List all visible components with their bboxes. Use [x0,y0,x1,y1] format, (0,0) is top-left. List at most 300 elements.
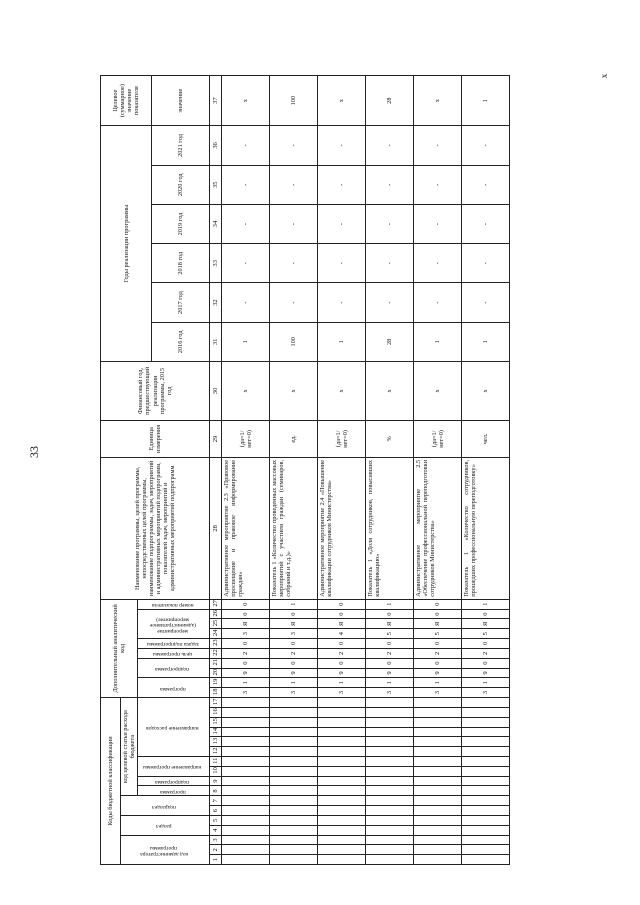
code-cell: 0 [222,599,270,609]
code-cell [414,855,462,865]
unit-cell: ед. [270,420,318,457]
column-numbers-row [210,76,222,865]
code-cell [462,855,510,865]
code-cell [222,815,270,825]
code-cell [222,806,270,816]
value-header: значение [152,76,210,126]
y2019-header: 2019 год [152,204,210,243]
code-cell [414,717,462,727]
code-cell: 0 [270,639,318,649]
code-cell [462,708,510,718]
code-cell [366,835,414,845]
program2-label: программа [159,685,186,692]
column-number: 35 [210,165,222,204]
column-number: 5 [210,815,222,825]
column-number: 30 [210,361,222,420]
unit-cell: (да=1/ нет=0) [414,420,462,457]
task-label: задача подпрограммы [146,641,199,648]
code-cell: 4 [318,629,366,639]
year-value-cell: - [462,244,510,283]
section-header [121,815,210,835]
code-cell: 0 [462,639,510,649]
code-cell [366,776,414,786]
code-cell [222,727,270,737]
target-value-cell: 28 [366,76,414,126]
code-cell: 2 [222,648,270,658]
goal-header [138,648,210,658]
code-cell: 5 [366,629,414,639]
column-number: 16 [210,708,222,718]
column-number: 17 [210,697,222,707]
row-name-cell: Административное мероприятие 2.5 «Обеспечение профессиональной переподготовки сотрудников Министерства» [414,457,462,599]
code-cell [366,747,414,757]
code-cell [222,796,270,806]
year-value-cell: - [414,126,462,165]
corner-mark: x [599,73,609,79]
code-cell [462,806,510,816]
column-number: 27 [210,599,222,609]
code-cell [366,697,414,707]
code-cell [318,835,366,845]
year-value-cell: 1 [222,322,270,361]
year-value-cell: - [366,244,414,283]
code-cell: 0 [222,609,270,619]
column-number: 15 [210,717,222,727]
subprogram-label: подпрограмма [155,779,190,786]
code-cell [366,806,414,816]
code-cell [270,747,318,757]
code-cell [222,757,270,767]
year-value-cell: - [414,283,462,322]
table-row [414,76,462,865]
code-cell [366,708,414,718]
target-value-cell: x [318,76,366,126]
code-cell: Я [222,619,270,629]
code-cell: 0 [270,609,318,619]
measure-label: мероприятие (административное мероприятие) [149,615,196,634]
code-cell [318,697,366,707]
column-number: 23 [210,639,222,649]
code-cell [318,776,366,786]
code-cell: 0 [318,599,366,609]
indicator-label: номер показателя [151,602,194,609]
table-row [270,76,318,865]
code-cell: 0 [414,658,462,668]
code-cell [318,747,366,757]
program-direction-label: направление программы [143,764,202,771]
year-value-cell: - [366,204,414,243]
table-row [462,76,510,865]
code-cell: 3 [222,688,270,698]
code-cell [366,766,414,776]
code-cell: 2 [270,648,318,658]
code-cell [414,747,462,757]
code-cell: Я [462,619,510,629]
year-value-cell: - [462,283,510,322]
code-cell [366,727,414,737]
code-cell [366,786,414,796]
fin-year-cell: x [270,361,318,420]
year-value-cell: - [222,165,270,204]
measure-header [138,609,210,638]
code-cell: 0 [462,609,510,619]
code-cell [462,747,510,757]
code-cell [222,747,270,757]
code-cell [270,776,318,786]
expense-direction-header [138,697,210,756]
program-label: программа [159,788,186,795]
column-number: 8 [210,786,222,796]
code-cell [414,806,462,816]
year-value-cell: - [462,165,510,204]
extra-code-header: Дополнительный аналитический код [101,599,138,697]
code-cell [270,697,318,707]
code-cell: 1 [318,678,366,688]
year-value-cell: - [270,283,318,322]
code-cell: 0 [366,609,414,619]
code-cell: 9 [462,668,510,678]
column-number: 19 [210,678,222,688]
y2018-header: 2018 год [152,244,210,283]
target-article-header: код целевой статьи расхода бюджета [121,697,138,795]
code-cell: 1 [414,678,462,688]
year-value-cell: - [222,244,270,283]
code-cell [462,717,510,727]
code-cell [462,766,510,776]
code-cell: 0 [318,609,366,619]
code-cell: 2 [318,648,366,658]
program2-header [138,678,210,698]
task-header [138,639,210,649]
year-value-cell: - [318,126,366,165]
code-cell: 1 [366,678,414,688]
year-value-cell: 1 [414,322,462,361]
column-number: 24 [210,629,222,639]
code-cell [462,776,510,786]
subsection-label: подраздел [152,803,177,810]
code-cell [414,727,462,737]
code-cell [270,815,318,825]
code-cell [318,757,366,767]
code-cell: 3 [414,688,462,698]
year-value-cell: - [270,165,318,204]
column-number: 18 [210,688,222,698]
code-cell: 0 [222,658,270,668]
target-value-cell: x [222,76,270,126]
final-value-header: Целевое (суммарное) значение показателя [101,76,152,126]
code-cell [414,815,462,825]
unit-cell: % [366,420,414,457]
code-cell: 3 [270,688,318,698]
code-cell: 9 [270,668,318,678]
code-cell [270,796,318,806]
column-number: 12 [210,747,222,757]
code-cell: 3 [366,688,414,698]
row-name-cell: Административное мероприятие 2.4 «Повышение квалификации сотрудников Министерства» [318,457,366,599]
code-cell [270,757,318,767]
year-value-cell: - [270,204,318,243]
year-value-cell: - [414,244,462,283]
code-cell [462,697,510,707]
row-name-cell: Показатель 1 «Количество проведенных массовых мероприятий с участием граждан (семинаров, собраний и т.д.)» [270,457,318,599]
fin-year-cell: x [414,361,462,420]
code-cell: Я [318,619,366,629]
target-value-cell: x [414,76,462,126]
code-cell: 5 [414,629,462,639]
year-value-cell: - [366,126,414,165]
code-cell [318,727,366,737]
code-cell [270,766,318,776]
column-number: 13 [210,737,222,747]
code-cell [366,796,414,806]
header-row-1 [101,76,121,865]
year-value-cell: - [270,126,318,165]
code-cell [222,708,270,718]
code-cell: 0 [222,639,270,649]
code-cell [318,845,366,855]
code-cell [270,825,318,835]
code-cell [222,825,270,835]
y2016-header: 2016 год [152,322,210,361]
year-value-cell: - [414,204,462,243]
code-cell [414,845,462,855]
year-value-cell: - [222,204,270,243]
column-number: 6 [210,806,222,816]
code-cell: 0 [366,658,414,668]
code-cell: 0 [318,639,366,649]
code-cell [222,845,270,855]
program-direction-header [138,757,210,777]
code-cell [414,776,462,786]
name-header: Наименование программы, целей программы, непосредственных целей программы, наименование подпрограммы, задач, мероприятий и административных мероприятий подпрограмм, показателей задач, мероприятий и административных мероприятий подпрограмм [101,457,210,599]
code-cell [462,786,510,796]
code-cell: 0 [462,658,510,668]
program-table [100,75,510,865]
code-cell [414,835,462,845]
column-number: 28 [210,457,222,599]
subprogram2-header [138,658,210,678]
code-cell [222,766,270,776]
column-number: 31 [210,322,222,361]
year-value-cell: - [366,165,414,204]
code-cell: 0 [414,609,462,619]
code-cell [318,806,366,816]
rotated-table-area [100,75,510,865]
year-value-cell: - [318,204,366,243]
target-value-cell: 100 [270,76,318,126]
table-row [318,76,366,865]
code-cell: Я [270,619,318,629]
code-cell [222,697,270,707]
code-cell [462,815,510,825]
column-number: 34 [210,204,222,243]
year-value-cell: - [270,244,318,283]
year-value-cell: - [318,165,366,204]
unit-header: Единица измерения [101,420,210,457]
code-cell: 1 [462,678,510,688]
column-number: 33 [210,244,222,283]
program-header [138,786,210,796]
code-cell [366,825,414,835]
code-cell: 5 [462,629,510,639]
code-cell [414,697,462,707]
code-cell [462,845,510,855]
code-cell [366,855,414,865]
admin-code-header [121,835,210,864]
code-cell [270,727,318,737]
unit-cell: (да=1/ нет=0) [222,420,270,457]
code-cell [222,737,270,747]
unit-cell: чел. [462,420,510,457]
code-cell [366,845,414,855]
unit-cell: (да=1/ нет=0) [318,420,366,457]
column-number: 32 [210,283,222,322]
code-cell [222,776,270,786]
column-number: 1 [210,855,222,865]
code-cell [414,825,462,835]
expense-direction-label: направление расходов [146,724,199,731]
code-cell [270,737,318,747]
year-value-cell: - [318,283,366,322]
year-value-cell: - [222,283,270,322]
section-label: раздел [156,823,172,830]
column-number: 22 [210,648,222,658]
code-cell [318,737,366,747]
subsection-header [121,796,210,816]
target-value-cell: 1 [462,76,510,126]
code-cell: 0 [318,658,366,668]
code-cell: 0 [270,658,318,668]
code-cell: 3 [318,688,366,698]
code-cell [270,806,318,816]
code-cell: 1 [270,599,318,609]
code-cell [318,708,366,718]
code-cell [222,835,270,845]
fin-year-cell: x [318,361,366,420]
code-cell [462,757,510,767]
code-cell [366,717,414,727]
admin-code-label: код администратора программы [140,844,188,857]
fin-year-header: Финансовый год, предшествующий реализации программы, 2015 год [101,361,210,420]
year-value-cell: - [414,165,462,204]
code-cell: Я [414,619,462,629]
column-number: 10 [210,766,222,776]
code-cell: 9 [366,668,414,678]
y2017-header: 2017 год [152,283,210,322]
code-cell: 9 [414,668,462,678]
code-cell [414,786,462,796]
subprogram2-label: подпрограмма [155,665,190,672]
fin-year-cell: x [462,361,510,420]
code-cell [222,855,270,865]
code-cell: 0 [414,639,462,649]
column-number: 20 [210,668,222,678]
code-cell: 0 [414,599,462,609]
code-cell [414,757,462,767]
code-cell [462,835,510,845]
code-cell: 0 [366,639,414,649]
row-name-cell: Показатель 1 «Доля сотрудников, повысивших квалификацию» [366,457,414,599]
y2020-header: 2020 год [152,165,210,204]
fin-year-cell: x [366,361,414,420]
code-cell: 2 [414,648,462,658]
indicator-header [138,599,210,609]
column-number: 25 [210,619,222,629]
code-cell: 1 [462,599,510,609]
code-cell: 1 [366,599,414,609]
code-cell: 2 [366,648,414,658]
code-cell [318,825,366,835]
years-header: Годы реализации программы [101,126,152,362]
table-row [366,76,414,865]
year-value-cell: - [366,283,414,322]
year-value-cell: 100 [270,322,318,361]
code-cell: 1 [270,678,318,688]
page-number: 33 [27,446,41,458]
code-cell [462,727,510,737]
column-number: 36 [210,126,222,165]
code-cell [222,786,270,796]
year-value-cell: - [222,126,270,165]
code-cell [318,815,366,825]
code-cell [318,855,366,865]
code-cell [462,796,510,806]
code-cell [462,737,510,747]
code-cell: Я [366,619,414,629]
code-cell [366,815,414,825]
column-number: 9 [210,776,222,786]
column-number: 4 [210,825,222,835]
year-value-cell: - [318,244,366,283]
code-cell [462,825,510,835]
row-name-cell: Административное мероприятие 2.3 «Правовое просвещение и правовое информирование граждан» [222,457,270,599]
code-cell [270,708,318,718]
code-cell: 1 [222,678,270,688]
row-name-cell: Показатель 1 «Количество сотрудников, прошедших профессиональную переподготовку» [462,457,510,599]
budget-codes-header: Коды бюджетной классификации [101,697,121,864]
year-value-cell: 1 [318,322,366,361]
code-cell [318,786,366,796]
code-cell: 3 [270,629,318,639]
column-number: 11 [210,757,222,767]
column-number: 37 [210,76,222,126]
code-cell [222,717,270,727]
column-number: 2 [210,845,222,855]
code-cell [318,796,366,806]
code-cell [414,708,462,718]
code-cell [414,796,462,806]
code-cell [414,766,462,776]
code-cell [414,737,462,747]
subprogram-header [138,776,210,786]
code-cell: 9 [222,668,270,678]
code-cell [366,737,414,747]
code-cell: 9 [318,668,366,678]
table-body [222,76,510,865]
column-number: 14 [210,727,222,737]
code-cell [270,835,318,845]
code-cell [366,757,414,767]
column-number: 26 [210,609,222,619]
y2021-header: 2021 год [152,126,210,165]
fin-year-cell: x [222,361,270,420]
column-number: 29 [210,420,222,457]
column-number: 3 [210,835,222,845]
code-cell [270,855,318,865]
year-value-cell: 1 [462,322,510,361]
code-cell [270,786,318,796]
code-cell: 3 [462,688,510,698]
